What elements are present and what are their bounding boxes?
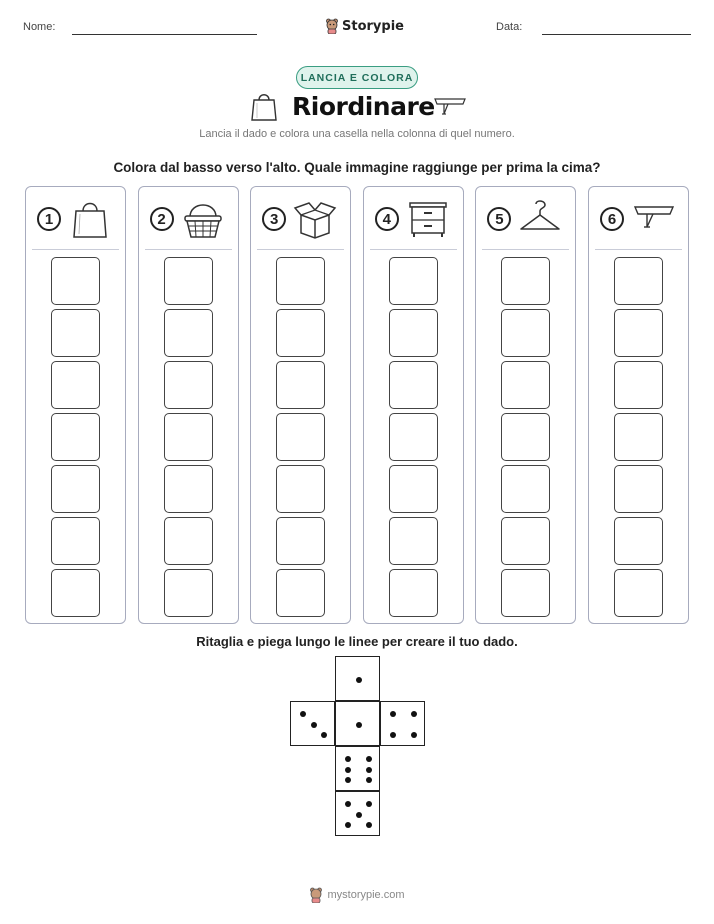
color-cell[interactable] — [614, 517, 663, 565]
color-cell[interactable] — [389, 309, 438, 357]
color-cell[interactable] — [614, 309, 663, 357]
footer-url: mystorypie.com — [327, 889, 405, 901]
die-pip — [366, 777, 372, 783]
color-cell[interactable] — [614, 465, 663, 513]
die-pip — [311, 722, 317, 728]
color-cell[interactable] — [389, 465, 438, 513]
color-cell[interactable] — [501, 569, 550, 617]
color-cell[interactable] — [501, 361, 550, 409]
column-header — [589, 199, 688, 239]
color-cell[interactable] — [276, 465, 325, 513]
die-pip — [366, 801, 372, 807]
color-cell[interactable] — [276, 257, 325, 305]
die-pip — [411, 732, 417, 738]
brand-logo — [325, 18, 404, 34]
color-cell[interactable] — [164, 517, 213, 565]
column-number: 3 — [262, 207, 286, 231]
title-row — [0, 90, 714, 126]
color-cell[interactable] — [51, 465, 100, 513]
color-cell[interactable] — [389, 517, 438, 565]
die-face — [335, 791, 380, 836]
instruction: Colora dal basso verso l'alto. Quale immagine raggiunge per prima la cima? — [113, 160, 601, 175]
die-face — [290, 701, 335, 746]
footer — [0, 884, 714, 906]
column-header — [139, 199, 238, 239]
color-cell[interactable] — [501, 309, 550, 357]
column-divider — [482, 249, 569, 250]
brand-name: Storypie — [342, 18, 404, 34]
column-header — [476, 199, 575, 239]
color-cell[interactable] — [51, 257, 100, 305]
die-pip — [345, 777, 351, 783]
column-5 — [475, 186, 576, 624]
die-pip — [356, 677, 362, 683]
date-label: Data: — [496, 21, 523, 33]
color-cell[interactable] — [614, 413, 663, 461]
color-cell[interactable] — [164, 465, 213, 513]
color-cell[interactable] — [164, 309, 213, 357]
color-cell[interactable] — [51, 361, 100, 409]
name-field-line[interactable] — [72, 34, 257, 35]
column-number: 2 — [150, 207, 174, 231]
die-face — [335, 746, 380, 791]
die-pip — [390, 711, 396, 717]
color-cell[interactable] — [614, 257, 663, 305]
color-cell[interactable] — [164, 257, 213, 305]
column-2 — [138, 186, 239, 624]
color-cell[interactable] — [389, 361, 438, 409]
color-cell[interactable] — [501, 257, 550, 305]
page-title: Riordinare — [292, 92, 435, 121]
color-cell[interactable] — [51, 517, 100, 565]
color-cell[interactable] — [389, 413, 438, 461]
color-cell[interactable] — [614, 569, 663, 617]
column-number: 1 — [37, 207, 61, 231]
die-pip — [321, 732, 327, 738]
activity-badge: LANCIA E COLORA — [296, 66, 418, 89]
open-box-icon — [293, 199, 337, 239]
header — [0, 18, 714, 38]
die-pip — [366, 756, 372, 762]
die-pip — [356, 722, 362, 728]
column-3 — [250, 186, 351, 624]
die-pip — [411, 711, 417, 717]
die-face — [380, 701, 425, 746]
die-pip — [390, 732, 396, 738]
color-cell[interactable] — [501, 465, 550, 513]
color-cell[interactable] — [276, 309, 325, 357]
die-pip — [366, 822, 372, 828]
color-cell[interactable] — [51, 569, 100, 617]
die-pip — [345, 801, 351, 807]
dresser-icon — [406, 199, 450, 239]
die-pip — [366, 767, 372, 773]
wall-shelf-icon — [631, 199, 675, 239]
color-cell[interactable] — [614, 361, 663, 409]
name-label: Nome: — [23, 21, 56, 33]
column-divider — [595, 249, 682, 250]
color-cell[interactable] — [164, 413, 213, 461]
die-pip — [345, 756, 351, 762]
color-cell[interactable] — [164, 361, 213, 409]
shopping-bag-icon — [250, 90, 278, 122]
column-number: 6 — [600, 207, 624, 231]
color-cell[interactable] — [51, 413, 100, 461]
storypie-mascot-icon — [309, 887, 323, 903]
color-cell[interactable] — [276, 361, 325, 409]
color-cell[interactable] — [276, 569, 325, 617]
column-divider — [32, 249, 119, 250]
column-header — [364, 199, 463, 239]
column-6 — [588, 186, 689, 624]
color-cell[interactable] — [389, 569, 438, 617]
die-net — [290, 656, 425, 836]
color-cell[interactable] — [501, 517, 550, 565]
die-pip — [345, 822, 351, 828]
die-pip — [356, 812, 362, 818]
basket-icon — [181, 199, 225, 239]
die-pip — [300, 711, 306, 717]
color-cell[interactable] — [276, 413, 325, 461]
column-header — [251, 199, 350, 239]
storypie-mascot-icon — [325, 18, 339, 34]
die-face — [335, 701, 380, 746]
shopping-bag-icon — [68, 199, 112, 239]
column-divider — [257, 249, 344, 250]
color-cell[interactable] — [501, 413, 550, 461]
subtitle: Lancia il dado e colora una casella nella colonna di quel numero. — [199, 128, 515, 140]
columns-area — [25, 186, 689, 624]
column-header — [26, 199, 125, 239]
color-cell[interactable] — [164, 569, 213, 617]
hanger-icon — [518, 199, 562, 239]
cut-instruction: Ritaglia e piega lungo le linee per creare il tuo dado. — [196, 634, 518, 649]
die-pip — [345, 767, 351, 773]
color-cell[interactable] — [276, 517, 325, 565]
column-1 — [25, 186, 126, 624]
column-number: 5 — [487, 207, 511, 231]
column-4 — [363, 186, 464, 624]
date-field-line[interactable] — [542, 34, 691, 35]
color-cell[interactable] — [389, 257, 438, 305]
column-number: 4 — [375, 207, 399, 231]
column-divider — [370, 249, 457, 250]
wall-shelf-icon — [432, 96, 468, 118]
column-divider — [145, 249, 232, 250]
color-cell[interactable] — [51, 309, 100, 357]
die-face — [335, 656, 380, 701]
